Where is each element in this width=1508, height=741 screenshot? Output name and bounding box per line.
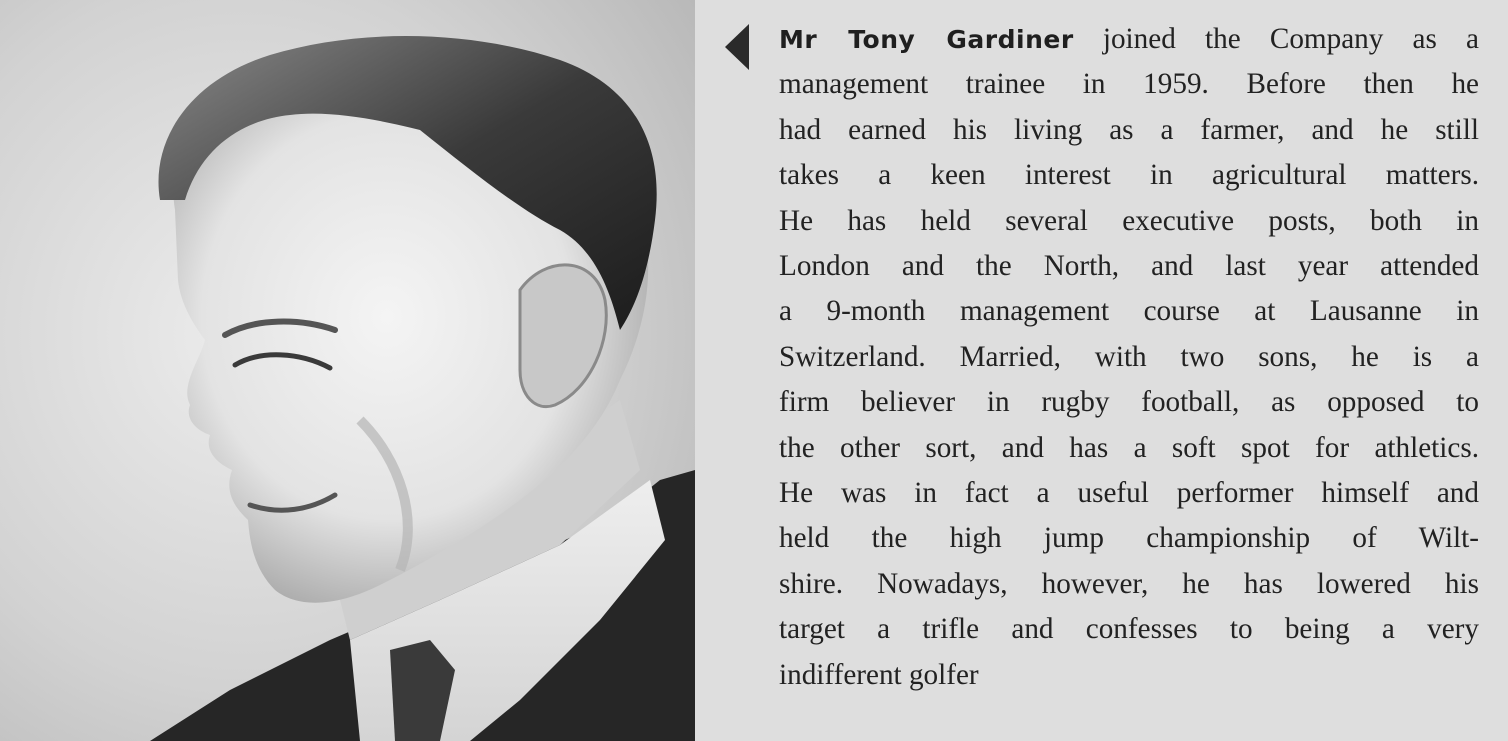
bio-line: target a trifle and confesses to being a very: [779, 613, 1479, 646]
bio-line: shire. Nowadays, however, he has lowered his: [779, 567, 1479, 600]
bio-line: indifferent golfer: [779, 658, 979, 691]
bio-line: firm believer in rugby football, as opposed to: [779, 386, 1479, 419]
bio-line: London and the North, and last year attended: [779, 250, 1479, 283]
bio-line: held the high jump championship of Wilt-: [779, 522, 1479, 555]
bio-line: [779, 17, 1479, 62]
left-pointing-triangle-icon: [725, 24, 749, 70]
bio-line-text: joined the Company as a: [1073, 23, 1479, 55]
bio-line: had earned his living as a farmer, and he still: [779, 113, 1479, 146]
bio-line: He was in fact a useful performer himself and: [779, 477, 1479, 510]
text-panel: [695, 0, 1508, 741]
bio-line: He has held several executive posts, both in: [779, 204, 1479, 237]
bio-line: management trainee in 1959. Before then he: [779, 68, 1479, 101]
bio-paragraph: [779, 17, 1479, 698]
person-name: Mr Tony Gardiner: [779, 25, 1074, 54]
bio-line: takes a keen interest in agricultural matters.: [779, 159, 1479, 192]
bio-line: Switzerland. Married, with two sons, he is a: [779, 340, 1479, 373]
bio-line: the other sort, and has a soft spot for athletics.: [779, 431, 1479, 464]
portrait-photo: [0, 0, 695, 741]
bio-line: a 9-month management course at Lausanne in: [779, 295, 1479, 328]
portrait-illustration: [0, 0, 695, 741]
